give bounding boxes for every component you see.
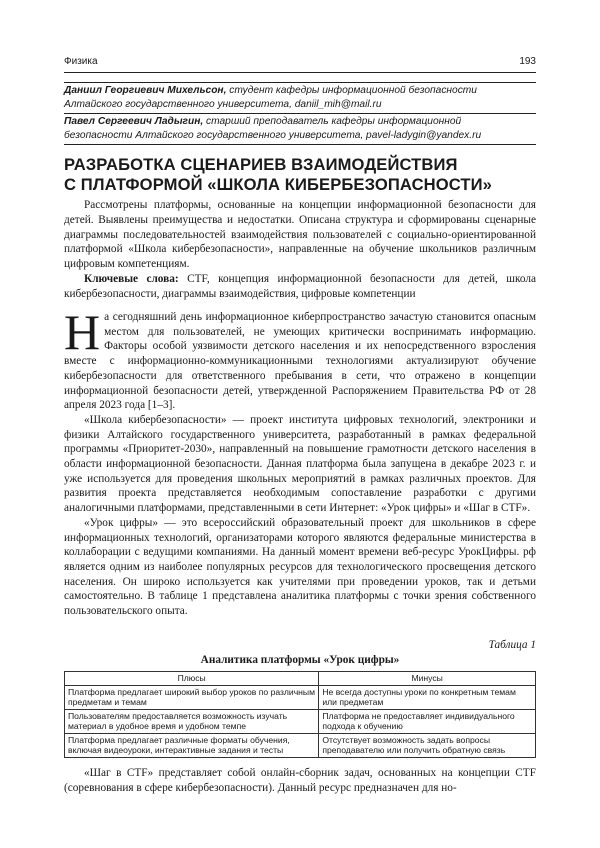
abstract: [64, 198, 536, 302]
author1-name: Даниил Георгиевич Михельсон,: [64, 85, 227, 96]
table-row: [65, 685, 536, 709]
author1-affiliation: Алтайского государственного университета, daniil_mih@mail.ru: [64, 99, 382, 110]
author2-block: [64, 115, 536, 143]
table-cell: Не всегда доступны уроки по конкретным темам или предметам: [319, 685, 536, 709]
table-cell: Платформа предлагает различные форматы обучения, включая видеоуроки, интерактивные задания и тесты: [65, 733, 319, 757]
title-line2: С ПЛАТФОРМОЙ «ШКОЛА КИБЕРБЕЗОПАСНОСТИ»: [64, 175, 493, 194]
author1-position: студент кафедры информационной безопасности: [226, 85, 477, 96]
body-paragraph-1: [64, 304, 536, 413]
body-paragraph-3: «Урок цифры» — это всероссийский образовательный проект для школьников в сфере информационных технологий, организаторами которого являются федеральные министерства в коллаборации с ведущими компаниями. На данный момент времени веб-ресурс УрокЦифры. рф является одним из наиболее популярных ресурсов для технологического просвещения детского населения. Он широко используется как учителями при проведении уроков, так и детьми самостоятельно. В таблице 1 представлена аналитика платформы с точки зрения собственного пользовательского опыта.: [64, 516, 536, 618]
author2-line1: [64, 115, 536, 129]
table-cell: Пользователям предоставляется возможность изучать материал в удобное время и удобном темпе: [65, 709, 319, 733]
author2-top-rule: [64, 113, 536, 114]
author1-top-rule: [64, 82, 536, 83]
author1-block: [64, 84, 536, 112]
abstract-text: Рассмотрены платформы, основанные на концепции информационной безопасности для детей. Выявлены преимущества и недостатки. Описана структура и сформированы сценарные диаграммы последовательностей взаимодействия пользователей с социально-ориентированной платформой «Школа кибербезопасности», направленные на обучение школьников различным цифровым компетенциям.: [64, 199, 536, 271]
keywords-label: Ключевые слова:: [84, 272, 179, 285]
author1-line1: [64, 84, 536, 98]
table-cell: Платформа предлагает широкий выбор уроков по различным предметам и темам: [65, 685, 319, 709]
drop-cap: Н: [64, 304, 101, 360]
table-header-row: [65, 672, 536, 686]
table-row: [65, 709, 536, 733]
page-number: 193: [519, 56, 536, 67]
keywords: [64, 272, 536, 302]
table-title: Аналитика платформы «Урок цифры»: [200, 654, 400, 666]
body-paragraph-4: «Шаг в CTF» представляет собой онлайн-сборник задач, основанных на концепции CTF (соревнования в сфере кибербезопасности). Данный ресурс предназначен для но-: [64, 767, 536, 794]
author2-position: старший преподаватель кафедры информационной: [203, 116, 462, 127]
table-row: [65, 733, 536, 757]
article-body: [64, 304, 536, 619]
author2-name: Павел Сергеевич Ладыгин,: [64, 116, 204, 127]
table-header-pros: Плюсы: [65, 672, 319, 686]
header-rule: [64, 72, 536, 73]
table-caption: Таблица 1: [488, 639, 536, 651]
title-line1: РАЗРАБОТКА СЦЕНАРИЕВ ВЗАИМОДЕЙСТВИЯ: [64, 155, 458, 174]
running-header: [64, 56, 536, 70]
author2-affiliation: безопасности Алтайского государственного университета, pavel-ladygin@yandex.ru: [64, 130, 482, 141]
table-cell: Отсутствует возможность задать вопросы преподавателю или получить обратную связь: [319, 733, 536, 757]
body-paragraph-1-text: а сегодняшний день информационное киберпространство зачастую становится опасным местом для пользователей, не умеющих критически воспринимать информацию. Факторы особой уязвимости детского населения и их непосредственного взросления вместе с информационно-коммуникационными технологиями актуализируют обучение кибербезопасности для ответственного пребывания в сети, что отражено в концепции информационной безопасности детей, утвержденной Распоряжением Правительства РФ от 28 апреля 2023 года [1–3].: [64, 311, 536, 412]
table-cell: Платформа не предоставляет индивидуального подхода к обучению: [319, 709, 536, 733]
table-header-cons: Минусы: [319, 672, 536, 686]
article-body-continued: [64, 766, 536, 795]
section-name: Физика: [64, 56, 98, 67]
keywords-list: CTF, концепция информационной безопасности для детей, школа кибербезопасности, диаграммы взаимодействия, цифровые компетенции: [64, 272, 537, 300]
analytics-table: [64, 671, 536, 758]
body-paragraph-2: «Школа кибербезопасности» — проект института цифровых технологий, электроники и физики Алтайского государственного университета, разработанный в рамках федеральной программы «Приоритет-2030», направленный на повышение грамотности детского населения в области информационной безопасности. Данная платформа была запущена в декабре 2023 г. и уже используется для проведения школьных мероприятий в рамках различных проектов. Для развития проекта представляется необходимым сопоставление разработки с другими аналогичными платформами, представленными в сети Интернет: «Урок цифры» и «Шаг в CTF».: [64, 413, 536, 515]
authors-bottom-rule: [64, 144, 536, 145]
article-title: [64, 155, 544, 195]
